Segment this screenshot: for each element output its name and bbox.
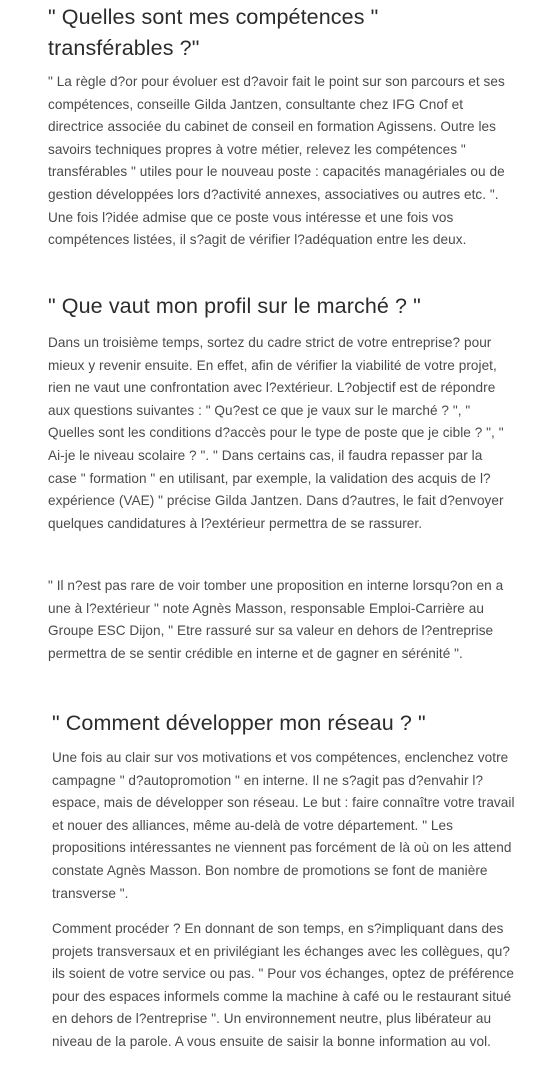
paragraph: Une fois au clair sur vos motivations et vos compétences, enclenchez votre campagne " d?autopromotion " en interne. Il ne s?agit pas d?envahir l?espace, mais de développer son réseau. Le but : faire connaître votre travail et nouer des alliances, même au-delà de votre département. " Les propositions intéressantes ne viennent pas forcément de là où on les attend constate Agnès Masson. Bon nombre de promotions se font de manière transverse ". xyxy=(52,750,515,901)
paragraph: " La règle d?or pour évoluer est d?avoir fait le point sur son parcours et ses compétences, conseille Gilda Jantzen, consultante chez IFG Cnof et directrice associée du cabinet de conseil en formation Agissens. Outre les savoirs techniques propres à votre métier, relevez les compétences " transférables " utiles pour le nouveau poste : capacités managériales ou de gestion développées lors d?activité annexes, associatives ou autres etc. ". Une fois l?idée admise que ce poste vous intéresse et une fois vos compétences listées, il s?agit de vérifier l?adéquation entre les deux. xyxy=(48,74,505,248)
paragraph: Comment procéder ? En donnant de son temps, en s?impliquant dans des projets transversaux et en privilégiant les échanges avec les collègues, qu?ils soient de votre service ou pas. " Pour vos échanges, optez de préférence pour des espaces informels comme la machine à café ou le restaurant situé en dehors de l?entreprise ". Un environnement neutre, plus libérateur au niveau de la parole. A vous ensuite de saisir la bonne information au vol. xyxy=(52,921,515,1049)
section-heading-reseau: " Comment développer mon réseau ? " xyxy=(52,711,426,735)
section-heading-competences: " Quelles sont mes compétences " transférables ?" xyxy=(48,5,379,60)
paragraph: Dans un troisième temps, sortez du cadre strict de votre entreprise? pour mieux y revenir ensuite. En effet, afin de vérifier la viabilité de votre projet, rien ne vaut une confrontation avec l?extérieur. L?objectif est de répondre aux questions suivantes : " Qu?est ce que je vaux sur le marché ? ", " Quelles sont les conditions d?accès pour le type de poste que je cible ? ", " Ai-je le niveau scolaire ? ". " Dans certains cas, il faudra repasser par la case " formation " en utilisant, par exemple, la validation des acquis de l?expérience (VAE) " précise Gilda Jantzen. Dans d?autres, le fait d?envoyer quelques candidatures à l?extérieur permettra de se rassurer. xyxy=(48,335,504,531)
section-heading-profil-marche: " Que vaut mon profil sur le marché ? " xyxy=(48,294,421,318)
paragraph: " Il n?est pas rare de voir tomber une proposition en interne lorsqu?on en a une à l?extérieur " note Agnès Masson, responsable Emploi-Carrière au Groupe ESC Dijon, " Etre rassuré sur sa valeur en dehors de l?entreprise permettra de se sentir crédible en interne et de gagner en sérénité ". xyxy=(48,578,504,661)
